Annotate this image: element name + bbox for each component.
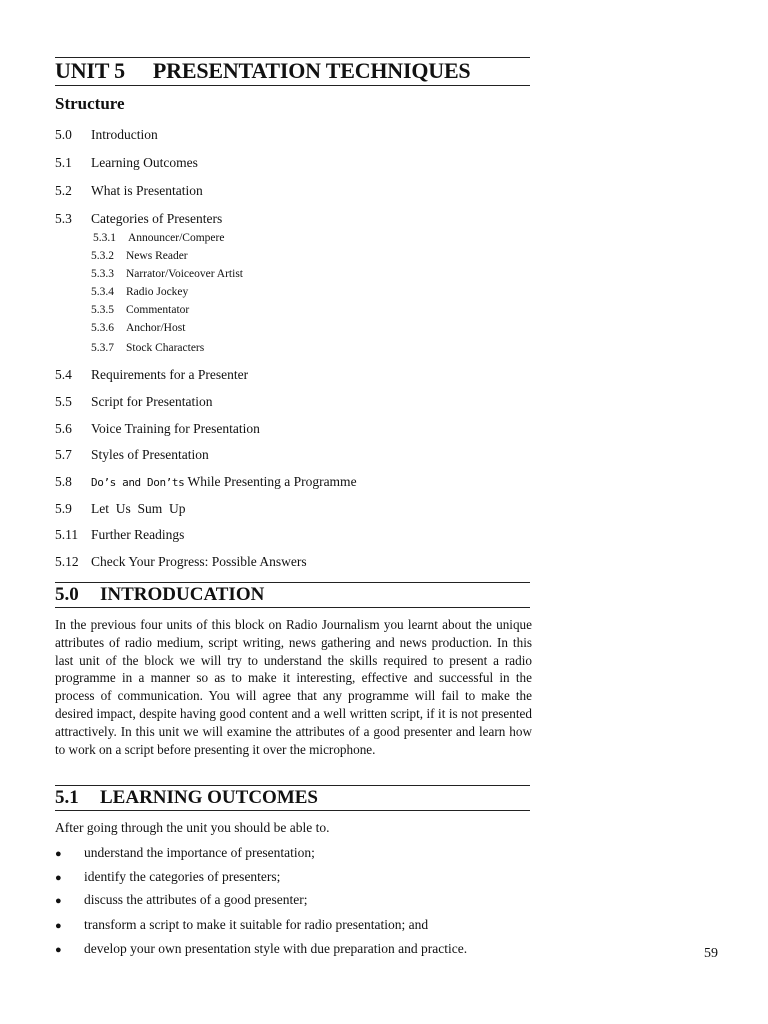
toc-text: News Reader [126,250,188,262]
toc-text [91,474,357,490]
toc-number: 5.2 [55,183,72,198]
section-number: 5.1 [55,787,79,808]
section-underline [55,810,530,811]
unit-label: UNIT 5 [55,58,125,83]
unit-heading-underline [55,85,530,86]
toc-number: 5.3.1 [93,232,116,244]
list-item-text: identify the categories of presenters; [84,869,281,884]
toc-text: Radio Jockey [126,286,189,298]
toc-text: Narrator/Voiceover Artist [126,268,243,280]
toc-text: Further Readings [91,527,185,542]
toc-text: Let Us Sum Up [91,501,186,516]
page-number: 59 [704,946,718,961]
section-heading-introduction [55,584,530,606]
section-heading-learning-outcomes [55,787,530,809]
toc-number: 5.4 [55,367,72,382]
section-underline [55,607,530,608]
toc-text: Voice Training for Presentation [91,421,260,436]
section-number: 5.0 [55,584,79,605]
outcomes-intro: After going through the unit you should be able to. [55,820,330,835]
toc-number: 5.1 [55,155,72,170]
bullet-icon: ● [55,872,62,884]
toc-number: 5.3.5 [91,304,114,316]
toc-text: Anchor/Host [126,322,186,334]
toc-text: Introduction [91,127,158,142]
structure-heading: Structure [55,94,125,113]
toc-number: 5.11 [55,527,79,542]
toc-text: Requirements for a Presenter [91,367,249,382]
list-item-text: understand the importance of presentation; [84,845,315,860]
unit-title: PRESENTATION TECHNIQUES [152,58,471,83]
toc-number: 5.3.4 [91,286,114,298]
toc-number: 5.8 [55,474,72,489]
toc-number: 5.7 [55,447,72,462]
bullet-icon: ● [55,944,62,956]
toc-text: Commentator [126,304,190,316]
toc-text: Categories of Presenters [91,211,223,226]
toc-text: Learning Outcomes [91,155,198,170]
bullet-icon: ● [55,848,62,860]
toc-text-mono: Do’s and Don’ts [91,476,185,489]
list-item-text: develop your own presentation style with due preparation and practice. [84,941,468,956]
toc-text: What is Presentation [91,183,203,198]
section-title: LEARNING OUTCOMES [100,787,318,808]
section-title: INTRODUCATION [100,584,265,605]
toc-number: 5.3.3 [91,268,114,280]
toc-text-rest: While Presenting a Programme [184,474,357,489]
toc-number: 5.0 [55,127,72,142]
toc-text: Styles of Presentation [91,447,209,462]
toc-text: Check Your Progress: Possible Answers [91,554,307,569]
section-rule [55,582,530,583]
bullet-icon: ● [55,920,62,932]
list-item-text: discuss the attributes of a good presenter; [84,892,308,907]
bullet-icon: ● [55,895,62,907]
toc-text: Announcer/Compere [128,232,225,244]
section-rule [55,785,530,786]
toc-number: 5.9 [55,501,72,516]
toc-number: 5.6 [55,421,72,436]
toc-text: Script for Presentation [91,394,213,409]
introduction-paragraph: In the previous four units of this block on Radio Journalism you learnt about the unique attributes of radio medium, script writing, news gathering and news production. In this last unit of the block we will try to understand the skills required to present a radio programme in a manner so as to make it interesting, effective and successful in the process of communication. You will agree that any programme will fail to make the desired impact, despite having good content and a well written script, if it is not presented attractively. In this unit we will examine the attributes of a good presenter and learn how to work on a script before presenting it over the microphone. [55,617,532,757]
toc-number: 5.5 [55,394,72,409]
unit-heading [55,58,530,84]
toc-number: 5.3.7 [91,342,114,354]
list-item-text: transform a script to make it suitable for radio presentation; and [84,917,429,932]
toc-number: 5.3 [55,211,72,226]
toc-number: 5.3.6 [91,322,114,334]
toc-text: Stock Characters [126,342,205,354]
toc-number: 5.12 [55,554,79,569]
toc-number: 5.3.2 [91,250,114,262]
